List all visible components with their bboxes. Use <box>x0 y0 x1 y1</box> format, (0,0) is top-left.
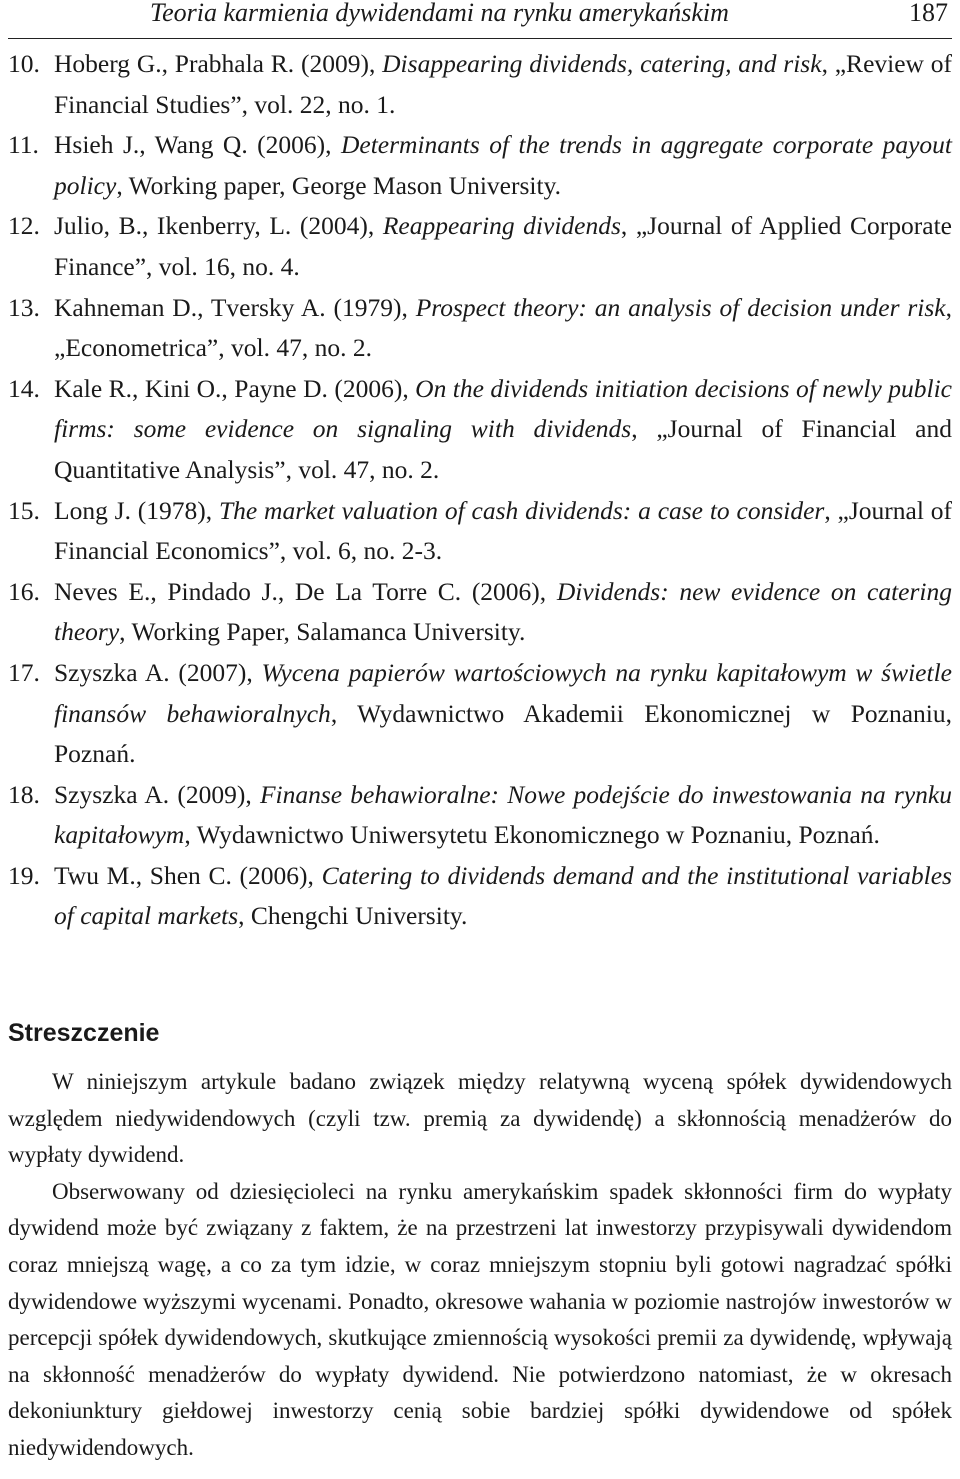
reference-item <box>8 775 952 856</box>
reference-text: Julio, B., Ikenberry, L. (2004), Reappearing dividends, „Journal of Applied Corporate Finance”, vol. 16, no. 4. <box>54 211 952 281</box>
reference-number: 12. <box>8 211 40 241</box>
page-header <box>0 0 960 34</box>
reference-number: 15. <box>8 495 40 525</box>
reference-item <box>8 491 952 572</box>
reference-text: Neves E., Pindado J., De La Torre C. (2006), Dividends: new evidence on catering theory, Working Paper, Salamanca University. <box>54 576 952 647</box>
summary-paragraph: W niniejszym artykule badano związek między relatywną wyceną spółek dywidendowych względem niedywidendowych (czyli tzw. premią za dywidendę) a skłonnością menadżerów do wypłaty dywidend. <box>8 1069 952 1168</box>
reference-item <box>8 44 952 125</box>
reference-number: 19. <box>8 860 40 890</box>
reference-text: Kale R., Kini O., Payne D. (2006), On the dividends initiation decisions of newly public firms: some evidence on signaling with dividends, „Journal of Financial and Quantitative Analysis”, vol. 47, no. 2. <box>54 373 952 484</box>
reference-item <box>8 369 952 491</box>
reference-item <box>8 288 952 369</box>
reference-number: 17. <box>8 657 40 687</box>
summary-paragraph: Obserwowany od dziesięcioleci na rynku amerykańskim spadek skłonności firm do wypłaty dywidend może być związany z faktem, że na przestrzeni lat inwestorzy przypisywali dywidendom coraz mniejszą wagę, a co za tym idzie, w coraz mniejszym stopniu byli gotowi nagradzać spółki dywidendowe wyższymi wycenami. Ponadto, okresowe wahania w poziomie nastrojów inwestorów w percepcji spółek dywidendowych, skutkujące zmiennością wysokości premii za dywidendę, wpływają na skłonność menadżerów do wypłaty dywidend. Nie potwierdzono natomiast, że w okresach dekoniunktury giełdowej inwestorzy cenią sobie bardziej spółki dywidendowe od spółek niedywidendowych. <box>8 1178 952 1460</box>
reference-text: Long J. (1978), The market valuation of cash dividends: a case to consider, „Journal of Financial Economics”, vol. 6, no. 2-3. <box>54 495 952 566</box>
reference-text: Kahneman D., Tversky A. (1979), Prospect theory: an analysis of decision under risk, „Econometrica”, vol. 47, no. 2. <box>54 292 952 363</box>
reference-number: 14. <box>8 373 40 403</box>
reference-text: Szyszka A. (2007), Wycena papierów wartościowych na rynku kapitałowym w świetle finansów behawioralnych, Wydawnictwo Akademii Ekonomicznej w Poznaniu, Poznań. <box>54 657 952 769</box>
reference-number: 16. <box>8 576 40 606</box>
reference-text: Hsieh J., Wang Q. (2006), Determinants of the trends in aggregate corporate payout policy, Working paper, George Mason University. <box>54 130 952 200</box>
reference-number: 13. <box>8 292 40 322</box>
reference-item <box>8 653 952 775</box>
summary-heading: Streszczenie <box>8 1019 160 1047</box>
reference-number: 18. <box>8 779 40 809</box>
reference-item <box>8 572 952 653</box>
reference-text: Hoberg G., Prabhala R. (2009), Disappearing dividends, catering, and risk, „Review of Financial Studies”, vol. 22, no. 1. <box>54 49 952 119</box>
reference-text: Twu M., Shen C. (2006), Catering to dividends demand and the institutional variables of capital markets, Chengchi University. <box>54 860 952 931</box>
running-title: Teoria karmienia dywidendami na rynku amerykańskim <box>150 0 729 27</box>
header-rule <box>8 38 952 39</box>
page-number: 187 <box>909 0 948 27</box>
reference-item <box>8 206 952 287</box>
reference-number: 11. <box>8 130 39 160</box>
reference-number: 10. <box>8 49 40 78</box>
reference-item <box>8 856 952 937</box>
reference-list <box>8 44 952 937</box>
reference-text: Szyszka A. (2009), Finanse behawioralne: Nowe podejście do inwestowania na rynku kapitałowym, Wydawnictwo Uniwersytetu Ekonomicznego w Poznaniu, Poznań. <box>54 779 952 850</box>
summary-section <box>8 1016 952 1467</box>
reference-item <box>8 125 952 206</box>
